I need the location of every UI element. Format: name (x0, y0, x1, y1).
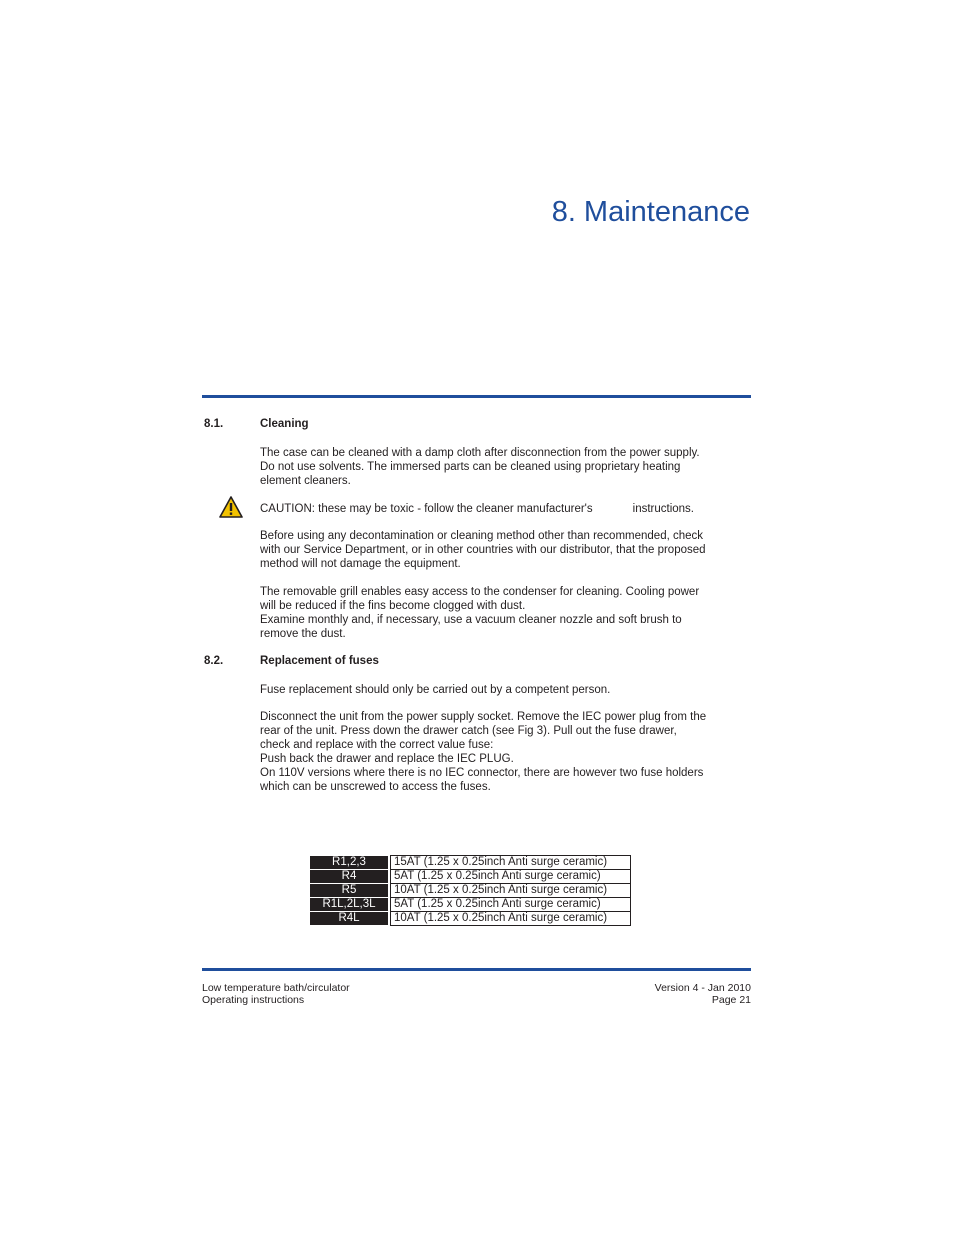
section-title-fuses: Replacement of fuses (260, 655, 379, 667)
table-row (310, 856, 631, 870)
fuse-table (310, 855, 631, 926)
section-number-cleaning: 8.1. (204, 418, 224, 430)
fuse-value: 10AT (1.25 x 0.25inch Anti surge ceramic) (391, 912, 631, 926)
text-line: Before using any decontamination or cleaning method other than recommended, check (260, 530, 704, 542)
caution-text-end: instructions. (632, 503, 694, 515)
footer-doc-type: Operating instructions (202, 994, 305, 1006)
fuse-value: 15AT (1.25 x 0.25inch Anti surge ceramic) (391, 856, 631, 870)
text-line: On 110V versions where there is no IEC connector, there are however two fuse holders (260, 767, 704, 779)
text-line: The case can be cleaned with a damp cloth after disconnection from the power supply. (260, 447, 700, 459)
footer-page-number: Page 21 (711, 994, 751, 1006)
caution-text: CAUTION: these may be toxic - follow the cleaner manufacturer's (260, 503, 593, 515)
text-line: Fuse replacement should only be carried out by a competent person. (260, 684, 611, 696)
fuse-ref: R4 (310, 870, 388, 884)
chapter-title: 8. Maintenance (551, 196, 750, 228)
footer-product: Low temperature bath/circulator (202, 982, 350, 994)
fuses-paragraph-1 (260, 683, 752, 697)
text-line: element cleaners. (260, 475, 351, 487)
footer-left (202, 982, 350, 1006)
fuse-ref: R1,2,3 (310, 856, 388, 870)
footer-right (655, 982, 751, 1006)
bottom-divider (202, 968, 751, 971)
fuse-value: 5AT (1.25 x 0.25inch Anti surge ceramic) (391, 870, 631, 884)
fuse-ref: R4L (310, 912, 388, 926)
table-row (310, 898, 631, 912)
text-line: Push back the drawer and replace the IEC PLUG. (260, 753, 514, 765)
cleaning-paragraph-2 (260, 529, 752, 571)
table-row (310, 912, 631, 926)
text-line: check and replace with the correct value fuse: (260, 739, 494, 751)
fuse-ref: R1L,2L,3L (310, 898, 388, 912)
fuse-ref: R5 (310, 884, 388, 898)
text-line: Disconnect the unit from the power supply socket. Remove the IEC power plug from the (260, 711, 707, 723)
warning-triangle-icon (219, 496, 243, 518)
text-line: with our Service Department, or in other countries with our distributor, that the proposed (260, 544, 706, 556)
fuse-value: 5AT (1.25 x 0.25inch Anti surge ceramic) (391, 898, 631, 912)
fuse-value: 10AT (1.25 x 0.25inch Anti surge ceramic) (391, 884, 631, 898)
top-divider (202, 395, 751, 398)
text-line: Examine monthly and, if necessary, use a vacuum cleaner nozzle and soft brush to (260, 614, 682, 626)
section-title-cleaning: Cleaning (260, 418, 309, 430)
section-number-fuses: 8.2. (204, 655, 224, 667)
text-line: remove the dust. (260, 628, 346, 640)
text-line: Do not use solvents. The immersed parts can be cleaned using proprietary heating (260, 461, 681, 473)
cleaning-paragraph-1 (260, 446, 752, 488)
text-line: which can be unscrewed to access the fuses. (260, 781, 491, 793)
table-row (310, 870, 631, 884)
cleaning-paragraph-3 (260, 585, 752, 641)
footer-version: Version 4 - Jan 2010 (654, 982, 751, 994)
fuses-paragraph-2 (260, 710, 752, 794)
text-line: method will not damage the equipment. (260, 558, 461, 570)
table-row (310, 884, 631, 898)
text-line: The removable grill enables easy access to the condenser for cleaning. Cooling power (260, 586, 700, 598)
caution-note (260, 502, 752, 516)
text-line: rear of the unit. Press down the drawer catch (see Fig 3). Pull out the fuse drawer, (260, 725, 677, 737)
text-line: will be reduced if the fins become clogged with dust. (260, 600, 526, 612)
